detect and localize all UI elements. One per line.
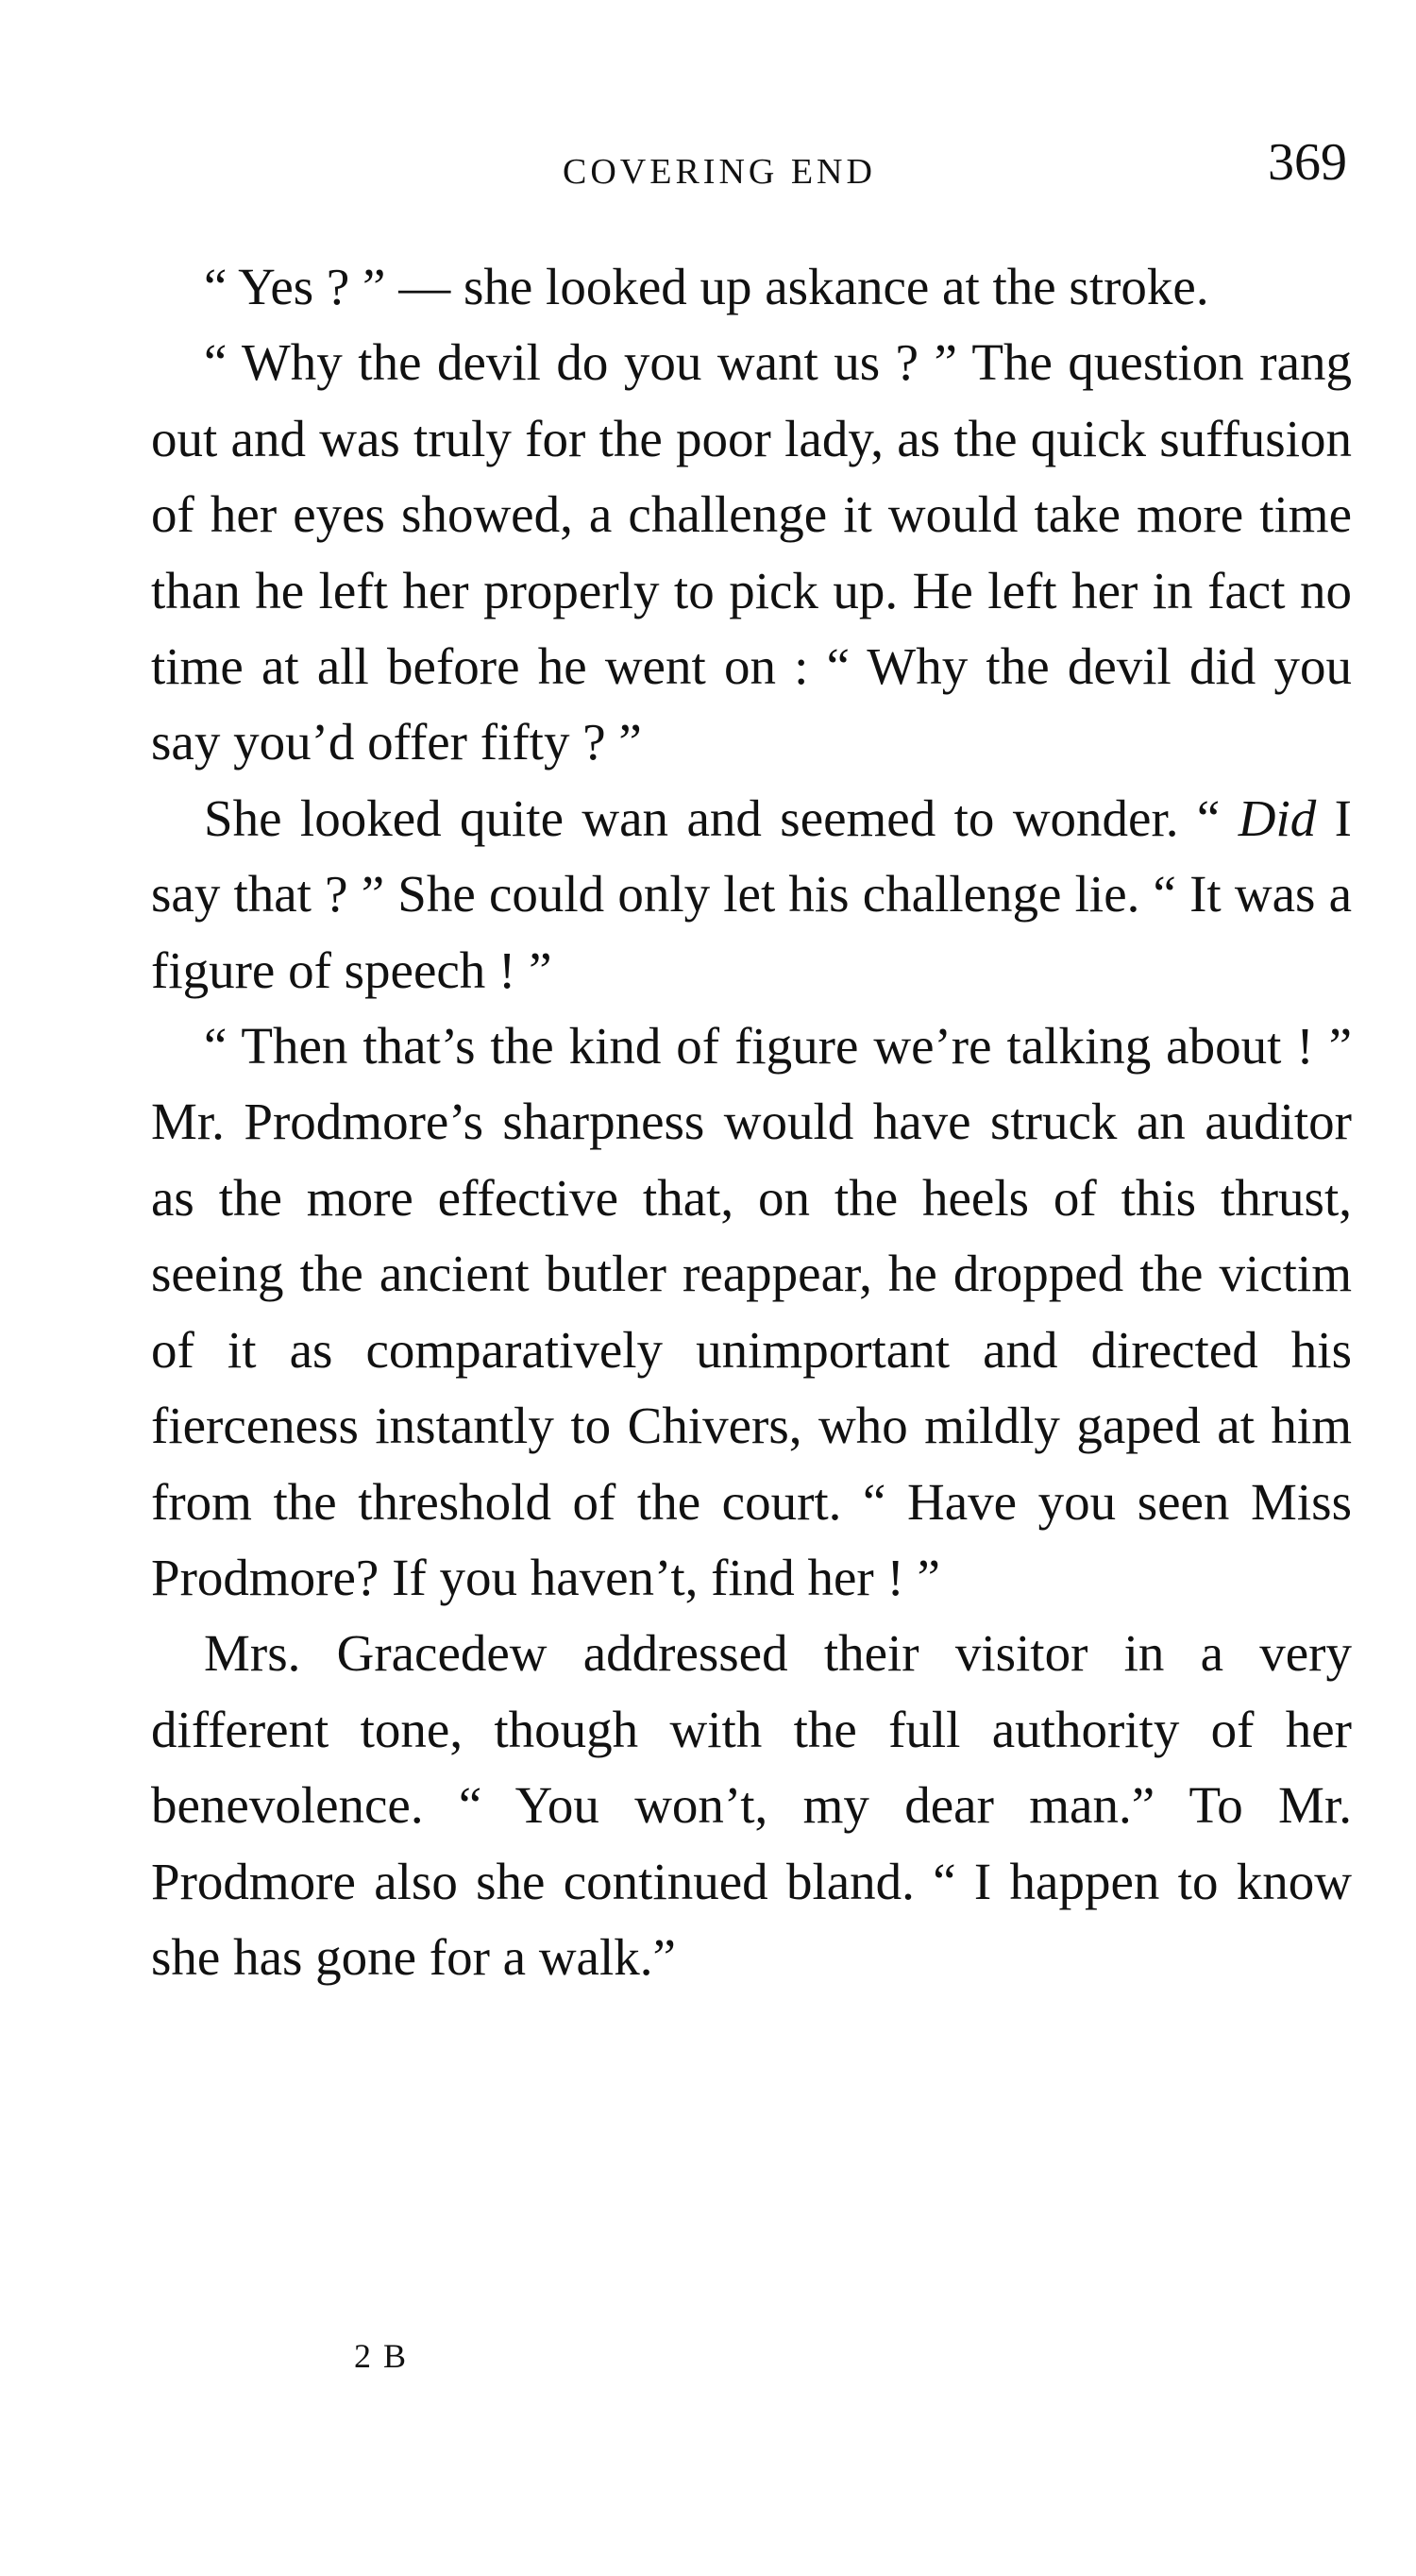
signature-mark: 2 B (354, 2337, 409, 2375)
paragraph-4: “ Then that’s the kind of figure we’re talking about ! ” Mr. Prodmore’s sharpness would have struck an auditor as the more effective that, on the heels of this thrust, seeing the ancient butler reappear, he dropped the victim of it as comparatively unimportant and directed his fierceness instantly to Chivers, who mildly gaped at him from the threshold of the court. “ Have you seen Miss Prodmore? If you haven’t, find her ! ” (151, 1017, 1352, 1606)
page-number: 369 (1268, 133, 1347, 192)
emphasized-word: Did (1238, 788, 1317, 847)
paragraph-5: Mrs. Gracedew addressed their visitor in a very different tone, though with the full authority of her benevolence. “ You won’t, my dear man.” To Mr. Prodmore also she continued bland. “ I happen to know she has gone for a walk.” (151, 1624, 1352, 1986)
body-text (151, 249, 1352, 1995)
paragraph-3-after: I say that ? ” She could only let his challenge lie. “ It was a figure of speech ! ” (151, 788, 1352, 999)
paragraph-3 (151, 781, 1352, 1008)
running-head (0, 132, 1416, 217)
paragraph-3-before: She looked quite wan and seemed to wonder. “ (204, 788, 1239, 847)
paragraph-1: “ Yes ? ” — she looked up askance at the stroke. (204, 258, 1209, 315)
running-title: COVERING END (563, 152, 876, 192)
paragraph-2: “ Why the devil do you want us ? ” The question rang out and was truly for the poor lady, as the quick suffusion of her eyes showed, a challenge it would take more time than he left her properly to pick up. He left her in fact no time at all before he went on : “ Why the devil did you say you’d offer fifty ? ” (151, 333, 1352, 771)
